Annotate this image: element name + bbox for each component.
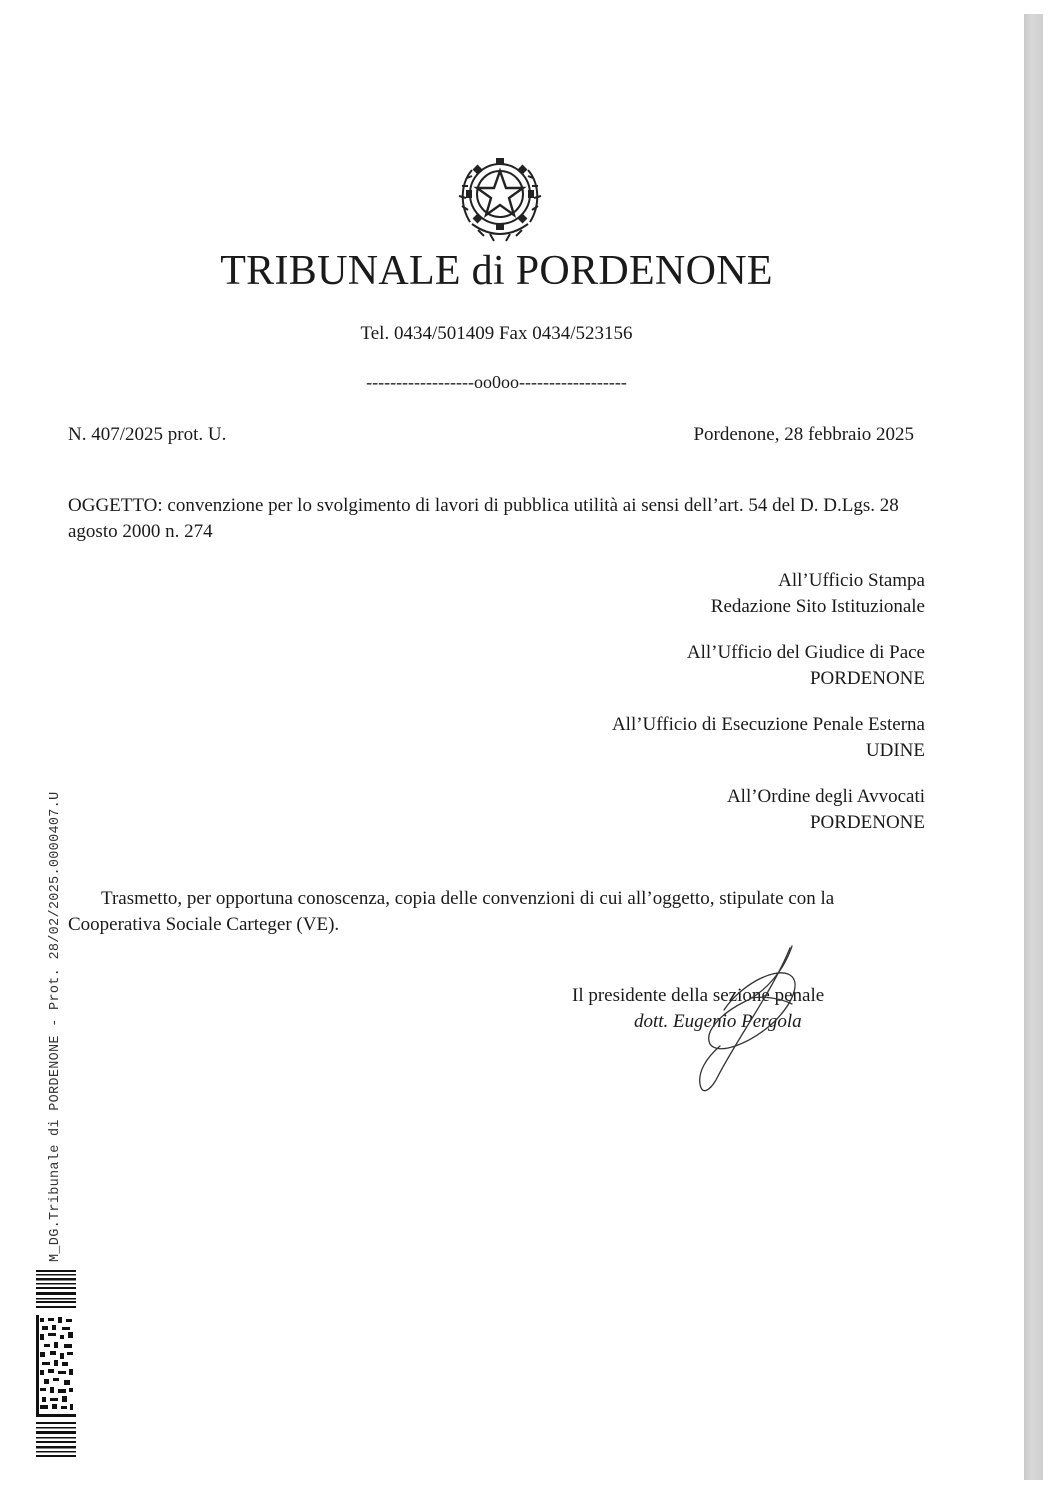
court-contacts: Tel. 0434/501409 Fax 0434/523156	[360, 323, 633, 344]
place-date: Pordenone, 28 febbraio 2025	[693, 424, 914, 445]
subject-line: OGGETTO: convenzione per lo svolgimento di lavori di pubblica utilità ai sensi dell’art. 54 del D. D.Lgs. 28 agosto 2000 n. 274	[68, 495, 899, 542]
recipient	[612, 784, 925, 836]
italian-republic-emblem-icon	[456, 150, 544, 250]
scanned-page-edge	[1024, 14, 1043, 1480]
signer-name: dott. Eugenio Pergola	[634, 1011, 802, 1032]
datamatrix-barcode-icon	[36, 1270, 76, 1460]
recipient	[612, 712, 925, 764]
recipient-office: All’Ufficio Stampa	[778, 570, 925, 591]
handwritten-signature-icon	[680, 940, 810, 1100]
protocol-stamp-text: M_DG.Tribunale di PORDENONE - Prot. 28/02/2025.0000407.U	[48, 791, 63, 1262]
signer-role: Il presidente della sezione penale	[572, 985, 825, 1006]
recipient	[612, 568, 925, 620]
recipient-office: All’Ufficio del Giudice di Pace	[686, 642, 925, 663]
header-separator: ------------------oo0oo------------------	[366, 372, 627, 392]
protocol-number: N. 407/2025 prot. U.	[68, 424, 227, 445]
court-title: TRIBUNALE di PORDENONE	[220, 248, 773, 294]
recipient-office: All’Ordine degli Avvocati	[726, 786, 925, 807]
recipient-location: PORDENONE	[809, 812, 925, 833]
recipient-location: PORDENONE	[809, 668, 925, 689]
body-paragraph: Trasmetto, per opportuna conoscenza, copia delle convenzioni di cui all’oggetto, stipulate con la Cooperativa Sociale Carteger (VE).	[68, 888, 835, 935]
recipients-block	[612, 568, 925, 856]
recipient-location: Redazione Sito Istituzionale	[710, 596, 925, 617]
recipient	[612, 640, 925, 692]
recipient-location: UDINE	[865, 740, 925, 761]
recipient-office: All’Ufficio di Esecuzione Penale Esterna	[611, 714, 925, 735]
